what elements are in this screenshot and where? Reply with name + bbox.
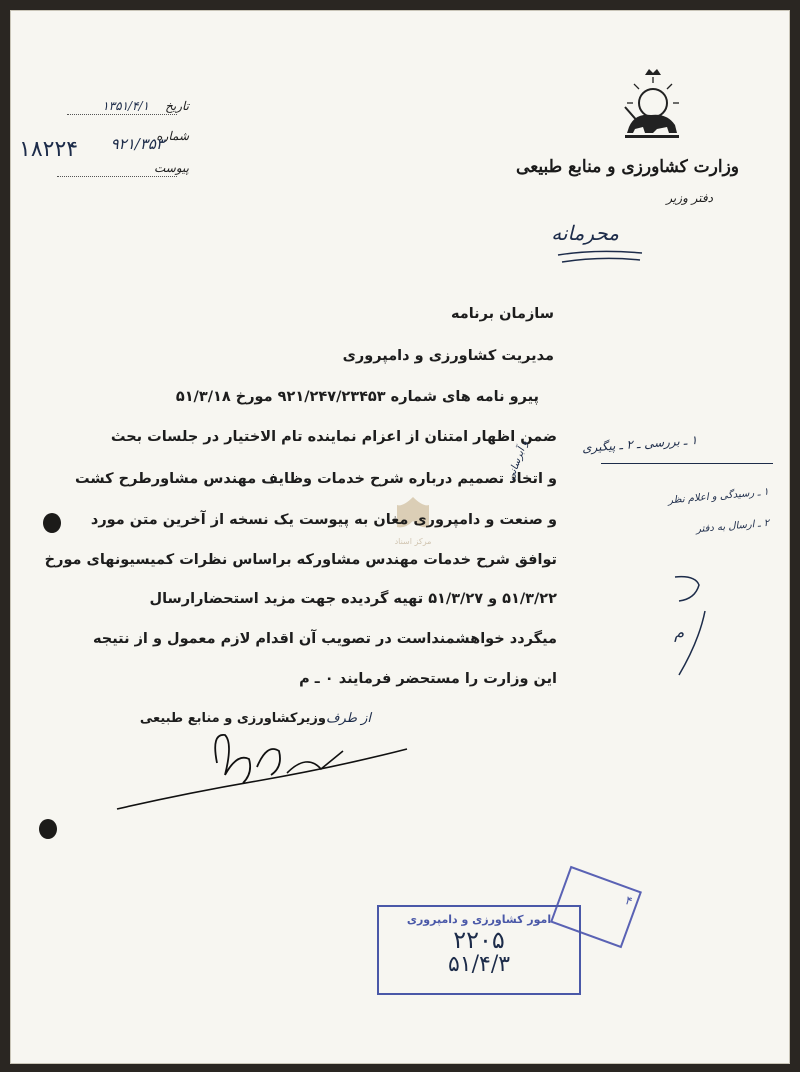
ministry-heading: وزارت کشاورزی و منابع طبیعی	[516, 157, 739, 177]
margin-note-rule	[601, 463, 773, 464]
interline-note: و آبرسانی	[505, 439, 531, 482]
signature-title: وزیرکشاورزی و منابع طبیعی	[139, 711, 326, 726]
number-value: ۹۲۱/۳۵۳	[110, 135, 164, 153]
lion-and-sun-emblem-icon	[617, 67, 687, 147]
number-label: شماره	[156, 129, 189, 143]
letter-line-6: ۵۱/۳/۲۲ و ۵۱/۳/۲۷ تهیه گردیده جهت مزید استحضارارسال	[149, 591, 557, 607]
date-dots	[67, 114, 177, 115]
letter-line-1: پیرو نامه های شماره ۹۲۱/۲۴۷/۲۳۴۵۳ مورخ ۵۱/۳/۱۸	[175, 389, 539, 405]
department: مدیریت کشاورزی و دامپروری	[342, 348, 554, 364]
stamp-title: امور کشاورزی و دامپروری	[406, 913, 552, 926]
attachment-label: پیوست	[154, 161, 189, 175]
recipient: سازمان برنامه	[450, 306, 554, 322]
margin-note-item-1: ۱ ـ رسیدگی و اعلام نظر	[667, 486, 770, 507]
classification-underline	[556, 247, 646, 267]
stamp-number: ۲۲۰۵	[453, 926, 505, 954]
date-value: ۱۳۵۱/۴/۱	[102, 99, 149, 113]
letter-line-2: ضمن اظهار امتنان از اعزام نماینده تام الاختیار در جلسات بحث	[110, 429, 557, 445]
margin-initials: م	[674, 623, 684, 642]
small-stamp-text: ۴	[623, 893, 635, 909]
margin-scribble	[665, 571, 715, 681]
letter-line-5: توافق شرح خدمات مهندس مشاورکه براساس نظرات کمیسیونهای مورخ	[44, 552, 557, 568]
handwritten-signature	[107, 723, 427, 823]
office-heading: دفتر وزیر	[666, 191, 713, 205]
stamp-date: ۵۱/۴/۳	[447, 952, 511, 977]
document-page	[10, 10, 790, 1064]
letter-line-4: و صنعت و دامپروری مغان به پیوست یک نسخه از آخرین متن مورد	[90, 512, 557, 528]
margin-note-item-2: ۲ ـ ارسال به دفتر	[695, 517, 770, 536]
watermark-text: مرکز اسناد	[394, 537, 432, 546]
punch-hole-top	[43, 513, 61, 533]
date-label: تاریخ	[165, 99, 189, 113]
signature-prefix: از طرف	[325, 711, 371, 726]
letter-line-7: میگردد خواهشمنداست در تصویب آن اقدام لازم معمول و از نتیجه	[93, 631, 557, 647]
letter-line-8: این وزارت را مستحضر فرمایند ٠ ـ م	[299, 671, 557, 687]
margin-note-header: ۱ ـ بررسی ـ ۲ ـ پیگیری	[581, 432, 698, 456]
number-handwritten: ۱۸۲۲۴	[19, 137, 79, 162]
attachment-dots	[57, 176, 177, 177]
handwritten-classification: محرمانه	[551, 221, 619, 245]
registry-stamp	[377, 905, 581, 995]
punch-hole-bottom	[39, 819, 57, 839]
letter-line-3: و اتخاذ تصمیم درباره شرح خدمات وظایف مهندس مشاورطرح کشت	[75, 471, 557, 487]
